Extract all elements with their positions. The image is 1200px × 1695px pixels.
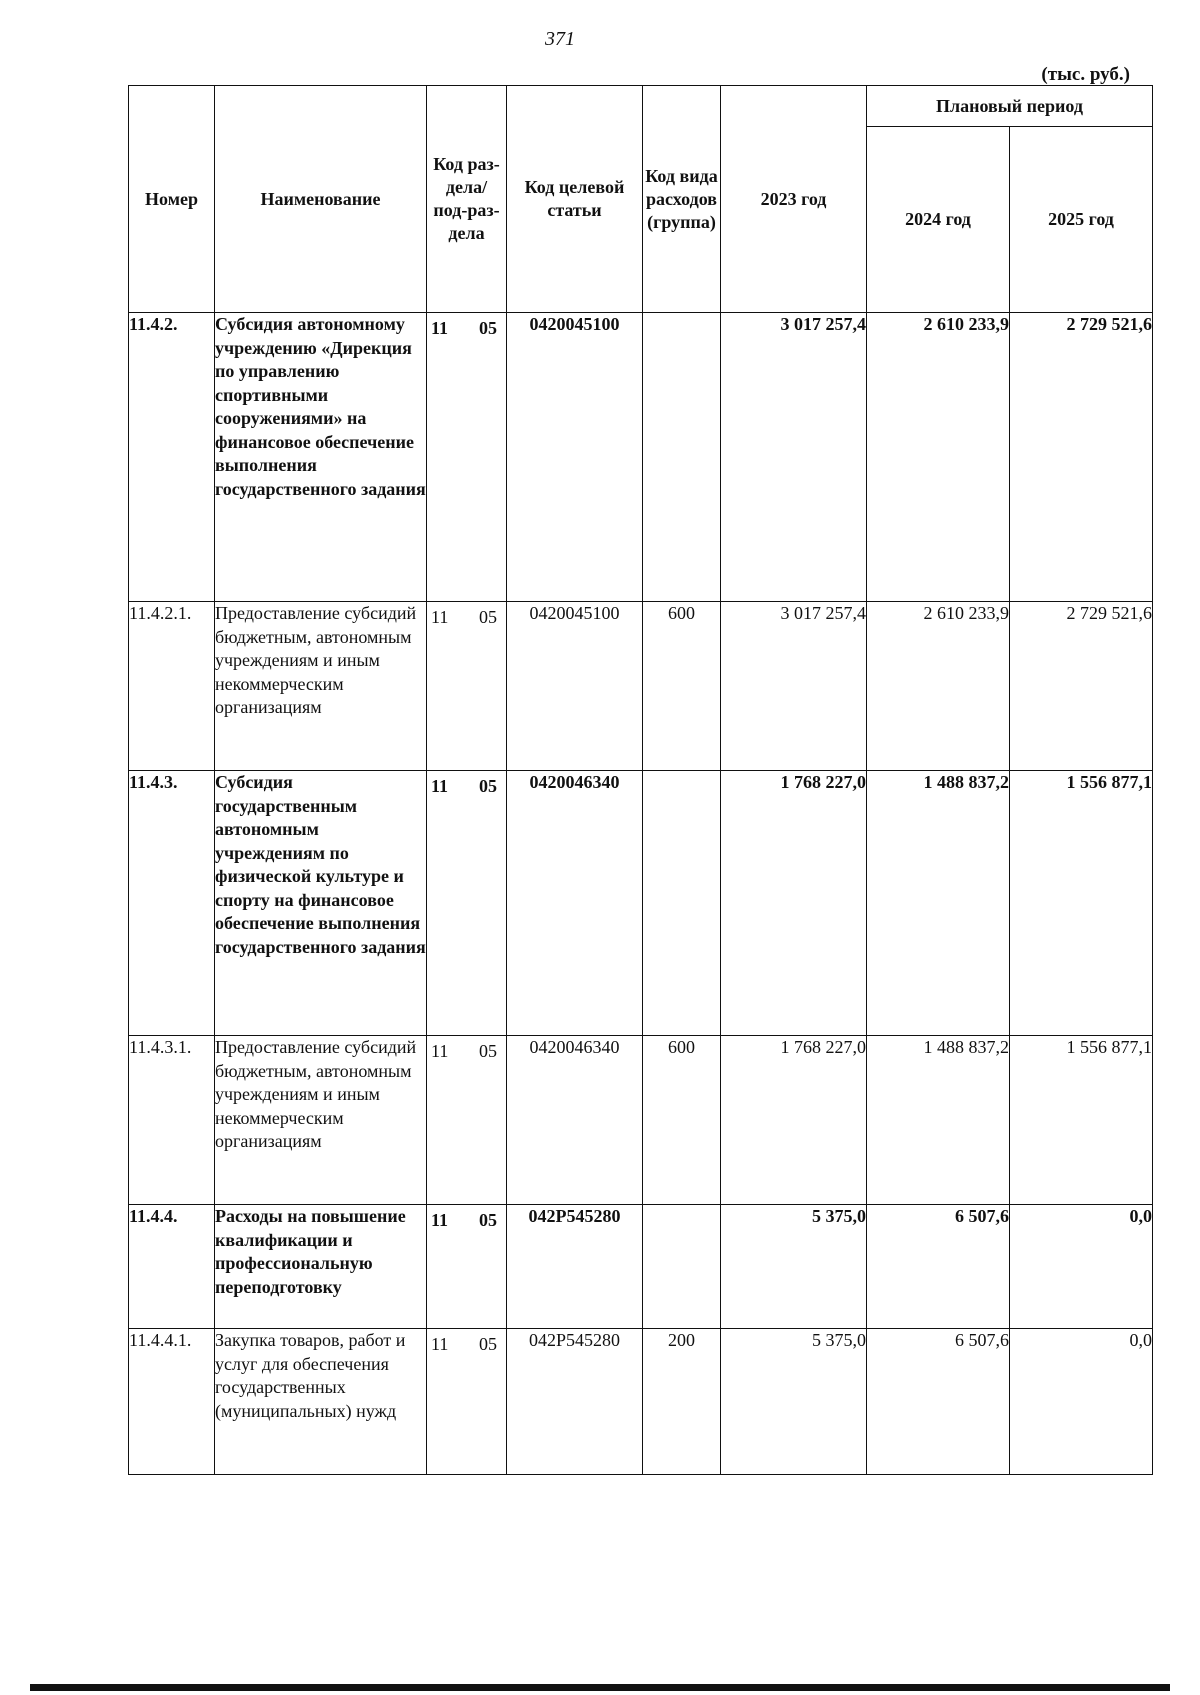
row-value-2023: 3 017 257,4 bbox=[721, 313, 867, 602]
row-value-2024: 6 507,6 bbox=[867, 1329, 1010, 1475]
row-value-2025: 0,0 bbox=[1010, 1205, 1153, 1329]
row-value-2023: 1 768 227,0 bbox=[721, 771, 867, 1036]
row-section-code bbox=[427, 1036, 507, 1205]
subsection-code: 05 bbox=[479, 776, 497, 796]
header-section-code: Код раз-дела/ под-раз-дела bbox=[427, 86, 507, 313]
header-year-2023: 2023 год bbox=[721, 86, 867, 313]
section-code: 11 bbox=[431, 318, 449, 338]
row-section-code bbox=[427, 313, 507, 602]
row-value-2024: 2 610 233,9 bbox=[867, 602, 1010, 771]
bottom-rule bbox=[30, 1684, 1170, 1691]
row-section-code bbox=[427, 1329, 507, 1475]
row-number: 11.4.2. bbox=[129, 313, 215, 602]
row-number: 11.4.3.1. bbox=[129, 1036, 215, 1205]
row-expense-type bbox=[643, 1205, 721, 1329]
row-target-code: 0420045100 bbox=[507, 313, 643, 602]
subsection-code: 05 bbox=[479, 607, 497, 627]
row-value-2024: 2 610 233,9 bbox=[867, 313, 1010, 602]
header-year-2025: 2025 год bbox=[1010, 127, 1153, 313]
page-number: 371 bbox=[545, 28, 575, 50]
header-expense-type-code: Код вида расходов (группа) bbox=[643, 86, 721, 313]
row-target-code: 042P545280 bbox=[507, 1329, 643, 1475]
row-name: Расходы на повышение квалификации и профессиональную переподготовку bbox=[215, 1205, 427, 1329]
row-value-2023: 5 375,0 bbox=[721, 1205, 867, 1329]
header-planned-period: Плановый период bbox=[867, 86, 1153, 127]
row-expense-type bbox=[643, 313, 721, 602]
row-expense-type: 600 bbox=[643, 1036, 721, 1205]
row-value-2023: 3 017 257,4 bbox=[721, 602, 867, 771]
section-code: 11 bbox=[431, 1041, 449, 1061]
section-code: 11 bbox=[431, 1334, 449, 1354]
table-row bbox=[129, 771, 1153, 1036]
row-value-2025: 0,0 bbox=[1010, 1329, 1153, 1475]
subsection-code: 05 bbox=[479, 1041, 497, 1061]
row-value-2025: 2 729 521,6 bbox=[1010, 602, 1153, 771]
table-row bbox=[129, 602, 1153, 771]
header-number: Номер bbox=[129, 86, 215, 313]
header-target-code: Код целевой статьи bbox=[507, 86, 643, 313]
row-target-code: 0420046340 bbox=[507, 771, 643, 1036]
budget-table bbox=[128, 85, 1153, 1475]
table-row bbox=[129, 1205, 1153, 1329]
row-name: Субсидия автономному учреждению «Дирекция по управлению спортивными сооружениями» на финансовое обеспечение выполнения государственного задания bbox=[215, 313, 427, 602]
row-name: Предоставление субсидий бюджетным, автономным учреждениям и иным некоммерческим организациям bbox=[215, 1036, 427, 1205]
row-number: 11.4.2.1. bbox=[129, 602, 215, 771]
row-name: Предоставление субсидий бюджетным, автономным учреждениям и иным некоммерческим организациям bbox=[215, 602, 427, 771]
table-row bbox=[129, 313, 1153, 602]
section-code: 11 bbox=[431, 776, 449, 796]
row-section-code bbox=[427, 771, 507, 1036]
row-value-2025: 2 729 521,6 bbox=[1010, 313, 1153, 602]
row-value-2024: 1 488 837,2 bbox=[867, 771, 1010, 1036]
row-target-code: 042P545280 bbox=[507, 1205, 643, 1329]
row-name: Субсидия государственным автономным учреждениям по физической культуре и спорту на финансовое обеспечение выполнения государственного задания bbox=[215, 771, 427, 1036]
row-value-2025: 1 556 877,1 bbox=[1010, 771, 1153, 1036]
row-value-2024: 6 507,6 bbox=[867, 1205, 1010, 1329]
row-number: 11.4.4. bbox=[129, 1205, 215, 1329]
row-value-2023: 1 768 227,0 bbox=[721, 1036, 867, 1205]
row-value-2025: 1 556 877,1 bbox=[1010, 1036, 1153, 1205]
table-row bbox=[129, 1329, 1153, 1475]
row-number: 11.4.3. bbox=[129, 771, 215, 1036]
subsection-code: 05 bbox=[479, 1334, 497, 1354]
row-name: Закупка товаров, работ и услуг для обеспечения государственных (муниципальных) нужд bbox=[215, 1329, 427, 1475]
row-number: 11.4.4.1. bbox=[129, 1329, 215, 1475]
table-row bbox=[129, 1036, 1153, 1205]
row-expense-type bbox=[643, 771, 721, 1036]
row-value-2024: 1 488 837,2 bbox=[867, 1036, 1010, 1205]
subsection-code: 05 bbox=[479, 1210, 497, 1230]
row-value-2023: 5 375,0 bbox=[721, 1329, 867, 1475]
row-expense-type: 600 bbox=[643, 602, 721, 771]
section-code: 11 bbox=[431, 1210, 449, 1230]
row-section-code bbox=[427, 602, 507, 771]
row-target-code: 0420046340 bbox=[507, 1036, 643, 1205]
row-section-code bbox=[427, 1205, 507, 1329]
header-name: Наименование bbox=[215, 86, 427, 313]
header-year-2024: 2024 год bbox=[867, 127, 1010, 313]
subsection-code: 05 bbox=[479, 318, 497, 338]
row-expense-type: 200 bbox=[643, 1329, 721, 1475]
units-label: (тыс. руб.) bbox=[1041, 64, 1130, 85]
row-target-code: 0420045100 bbox=[507, 602, 643, 771]
section-code: 11 bbox=[431, 607, 449, 627]
